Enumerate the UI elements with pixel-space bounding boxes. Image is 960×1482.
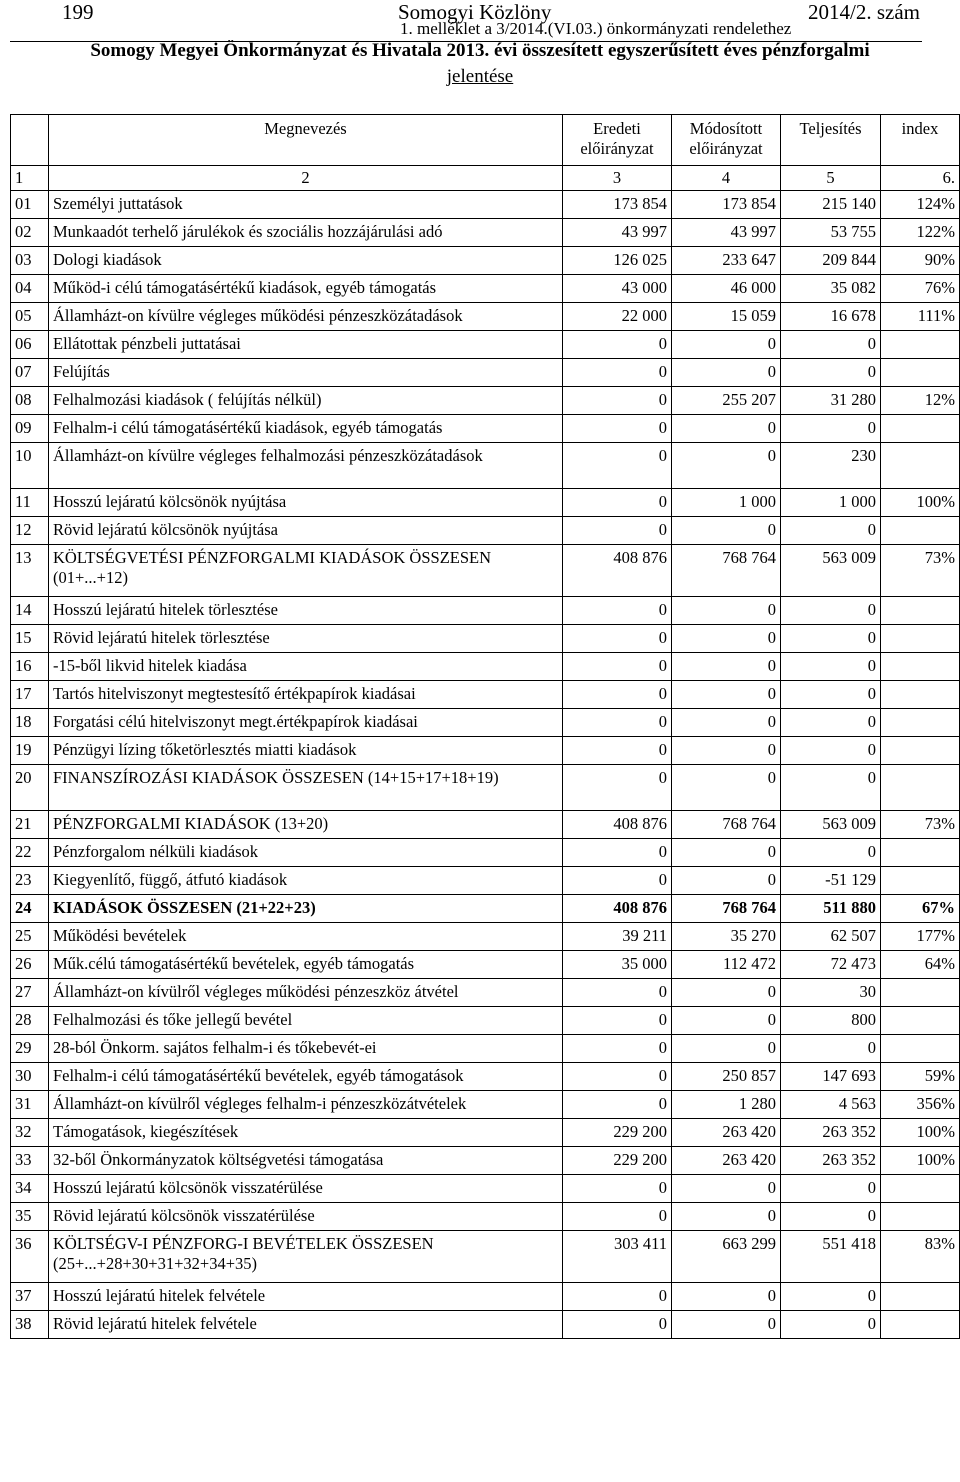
row-number: 21 bbox=[11, 811, 49, 839]
row-eredeti: 408 876 bbox=[563, 545, 672, 597]
row-eredeti: 0 bbox=[563, 1175, 672, 1203]
row-index bbox=[881, 1203, 960, 1231]
row-name: 28-ból Önkorm. sajátos felhalm-i és tőkebevét-ei bbox=[49, 1035, 563, 1063]
table-row bbox=[11, 387, 960, 415]
annex-reference: 1. melléklet a 3/2014.(VI.03.) önkormányzati rendelethez bbox=[400, 19, 792, 38]
row-index: 12% bbox=[881, 387, 960, 415]
row-teljesites: 230 bbox=[781, 443, 881, 489]
row-number: 22 bbox=[11, 839, 49, 867]
table-row bbox=[11, 303, 960, 331]
row-number: 12 bbox=[11, 517, 49, 545]
row-number: 36 bbox=[11, 1231, 49, 1283]
row-teljesites: 563 009 bbox=[781, 545, 881, 597]
row-name: Hosszú lejáratú kölcsönök visszatérülése bbox=[49, 1175, 563, 1203]
row-index bbox=[881, 709, 960, 737]
table-row bbox=[11, 653, 960, 681]
row-name: KÖLTSÉGVETÉSI PÉNZFORGALMI KIADÁSOK ÖSSZESEN (01+...+12) bbox=[49, 545, 563, 597]
row-name: FINANSZÍROZÁSI KIADÁSOK ÖSSZESEN (14+15+17+18+19) bbox=[49, 765, 563, 811]
row-number: 30 bbox=[11, 1063, 49, 1091]
page-number: 199 bbox=[62, 0, 94, 24]
row-modositott: 0 bbox=[672, 1035, 781, 1063]
row-name: Felhalm-i célú támogatásértékű bevételek, egyéb támogatások bbox=[49, 1063, 563, 1091]
row-teljesites: 215 140 bbox=[781, 191, 881, 219]
row-modositott: 663 299 bbox=[672, 1231, 781, 1283]
table-row bbox=[11, 681, 960, 709]
row-eredeti: 303 411 bbox=[563, 1231, 672, 1283]
row-number: 02 bbox=[11, 219, 49, 247]
row-name: Rövid lejáratú hitelek felvétele bbox=[49, 1311, 563, 1339]
row-teljesites: 0 bbox=[781, 653, 881, 681]
row-number: 19 bbox=[11, 737, 49, 765]
row-index: 73% bbox=[881, 811, 960, 839]
table-row bbox=[11, 359, 960, 387]
row-teljesites: 0 bbox=[781, 839, 881, 867]
row-index: 83% bbox=[881, 1231, 960, 1283]
col-number: 1 bbox=[11, 166, 49, 191]
column-number-row bbox=[11, 166, 960, 191]
row-number: 34 bbox=[11, 1175, 49, 1203]
row-eredeti: 229 200 bbox=[563, 1147, 672, 1175]
row-eredeti: 0 bbox=[563, 1063, 672, 1091]
table-row bbox=[11, 489, 960, 517]
row-eredeti: 0 bbox=[563, 681, 672, 709]
row-eredeti: 0 bbox=[563, 489, 672, 517]
report-title: Somogy Megyei Önkormányzat és Hivatala 2013. évi összesített egyszerűsített éves pénzforgalmi bbox=[90, 40, 870, 61]
row-name: Ellátottak pénzbeli juttatásai bbox=[49, 331, 563, 359]
row-name: Személyi juttatások bbox=[49, 191, 563, 219]
row-name: Támogatások, kiegészítések bbox=[49, 1119, 563, 1147]
row-index: 59% bbox=[881, 1063, 960, 1091]
row-index: 100% bbox=[881, 489, 960, 517]
table-row bbox=[11, 1007, 960, 1035]
row-teljesites: 511 880 bbox=[781, 895, 881, 923]
row-number: 14 bbox=[11, 597, 49, 625]
row-modositott: 255 207 bbox=[672, 387, 781, 415]
row-name: Államházt-on kívülre végleges működési pénzeszközátadások bbox=[49, 303, 563, 331]
row-name: PÉNZFORGALMI KIADÁSOK (13+20) bbox=[49, 811, 563, 839]
row-teljesites: 30 bbox=[781, 979, 881, 1007]
row-index bbox=[881, 839, 960, 867]
col-number: 2 bbox=[49, 166, 563, 191]
row-modositott: 173 854 bbox=[672, 191, 781, 219]
row-teljesites: 800 bbox=[781, 1007, 881, 1035]
row-teljesites: 62 507 bbox=[781, 923, 881, 951]
row-index: 76% bbox=[881, 275, 960, 303]
col-header-modositott: Módosított előirányzat bbox=[672, 115, 781, 166]
row-name: Pénzügyi lízing tőketörlesztés miatti kiadások bbox=[49, 737, 563, 765]
row-teljesites: 0 bbox=[781, 709, 881, 737]
table-row bbox=[11, 867, 960, 895]
row-name: Államházt-on kívülről végleges felhalm-i pénzeszközátvételek bbox=[49, 1091, 563, 1119]
row-name: Munkaadót terhelő járulékok és szociális hozzájárulási adó bbox=[49, 219, 563, 247]
table-row bbox=[11, 923, 960, 951]
row-index: 73% bbox=[881, 545, 960, 597]
table-row bbox=[11, 1175, 960, 1203]
row-number: 38 bbox=[11, 1311, 49, 1339]
row-number: 06 bbox=[11, 331, 49, 359]
row-index bbox=[881, 1007, 960, 1035]
row-eredeti: 0 bbox=[563, 387, 672, 415]
row-number: 18 bbox=[11, 709, 49, 737]
col-header-no bbox=[11, 115, 49, 166]
row-eredeti: 43 997 bbox=[563, 219, 672, 247]
col-header-eredeti: Eredeti előirányzat bbox=[563, 115, 672, 166]
row-eredeti: 0 bbox=[563, 443, 672, 489]
row-teljesites: 0 bbox=[781, 359, 881, 387]
table-row bbox=[11, 191, 960, 219]
row-index bbox=[881, 359, 960, 387]
row-index bbox=[881, 1175, 960, 1203]
row-modositott: 43 997 bbox=[672, 219, 781, 247]
row-eredeti: 126 025 bbox=[563, 247, 672, 275]
row-modositott: 0 bbox=[672, 681, 781, 709]
row-teljesites: 0 bbox=[781, 737, 881, 765]
row-number: 11 bbox=[11, 489, 49, 517]
row-index: 67% bbox=[881, 895, 960, 923]
row-eredeti: 0 bbox=[563, 867, 672, 895]
row-index bbox=[881, 653, 960, 681]
row-number: 15 bbox=[11, 625, 49, 653]
row-eredeti: 39 211 bbox=[563, 923, 672, 951]
row-teljesites: 0 bbox=[781, 517, 881, 545]
row-teljesites: 263 352 bbox=[781, 1147, 881, 1175]
row-name: Működési bevételek bbox=[49, 923, 563, 951]
issue-number: 2014/2. szám bbox=[808, 0, 920, 24]
row-eredeti: 408 876 bbox=[563, 895, 672, 923]
row-modositott: 0 bbox=[672, 1175, 781, 1203]
col-number: 5 bbox=[781, 166, 881, 191]
row-eredeti: 0 bbox=[563, 1035, 672, 1063]
row-teljesites: 1 000 bbox=[781, 489, 881, 517]
row-eredeti: 0 bbox=[563, 517, 672, 545]
row-number: 27 bbox=[11, 979, 49, 1007]
row-number: 33 bbox=[11, 1147, 49, 1175]
row-number: 35 bbox=[11, 1203, 49, 1231]
col-header-name: Megnevezés bbox=[49, 115, 563, 166]
row-teljesites: 0 bbox=[781, 415, 881, 443]
row-eredeti: 0 bbox=[563, 1007, 672, 1035]
row-modositott: 768 764 bbox=[672, 545, 781, 597]
row-number: 09 bbox=[11, 415, 49, 443]
row-name: Felhalmozási kiadások ( felújítás nélkül) bbox=[49, 387, 563, 415]
table-row bbox=[11, 811, 960, 839]
col-header-teljesites: Teljesítés bbox=[781, 115, 881, 166]
row-teljesites: 263 352 bbox=[781, 1119, 881, 1147]
row-index: 64% bbox=[881, 951, 960, 979]
row-eredeti: 0 bbox=[563, 625, 672, 653]
row-teljesites: 147 693 bbox=[781, 1063, 881, 1091]
row-number: 20 bbox=[11, 765, 49, 811]
table-row bbox=[11, 1311, 960, 1339]
row-number: 37 bbox=[11, 1283, 49, 1311]
row-modositott: 0 bbox=[672, 979, 781, 1007]
row-index: 100% bbox=[881, 1147, 960, 1175]
row-modositott: 0 bbox=[672, 443, 781, 489]
row-modositott: 35 270 bbox=[672, 923, 781, 951]
row-number: 05 bbox=[11, 303, 49, 331]
row-eredeti: 0 bbox=[563, 597, 672, 625]
row-teljesites: 0 bbox=[781, 1203, 881, 1231]
row-eredeti: 0 bbox=[563, 979, 672, 1007]
table-row bbox=[11, 1203, 960, 1231]
col-header-index: index bbox=[881, 115, 960, 166]
row-eredeti: 0 bbox=[563, 1091, 672, 1119]
row-name: Kiegyenlítő, függő, átfutó kiadások bbox=[49, 867, 563, 895]
row-name: Pénzforgalom nélküli kiadások bbox=[49, 839, 563, 867]
row-number: 07 bbox=[11, 359, 49, 387]
row-teljesites: 0 bbox=[781, 1035, 881, 1063]
row-number: 17 bbox=[11, 681, 49, 709]
row-index: 122% bbox=[881, 219, 960, 247]
row-number: 31 bbox=[11, 1091, 49, 1119]
table-row bbox=[11, 625, 960, 653]
table-row bbox=[11, 1119, 960, 1147]
table-row bbox=[11, 517, 960, 545]
col-number: 3 bbox=[563, 166, 672, 191]
table-row bbox=[11, 1035, 960, 1063]
row-name: Műk.célú támogatásértékű bevételek, egyéb támogatás bbox=[49, 951, 563, 979]
row-teljesites: 0 bbox=[781, 625, 881, 653]
row-index: 356% bbox=[881, 1091, 960, 1119]
row-teljesites: 16 678 bbox=[781, 303, 881, 331]
row-modositott: 768 764 bbox=[672, 811, 781, 839]
row-eredeti: 0 bbox=[563, 709, 672, 737]
col-number: 4 bbox=[672, 166, 781, 191]
row-teljesites: 0 bbox=[781, 1283, 881, 1311]
page-header bbox=[0, 0, 960, 92]
row-teljesites: 35 082 bbox=[781, 275, 881, 303]
table-header-row bbox=[11, 115, 960, 166]
row-eredeti: 0 bbox=[563, 415, 672, 443]
row-name: Működ-i célú támogatásértékű kiadások, egyéb támogatás bbox=[49, 275, 563, 303]
row-eredeti: 43 000 bbox=[563, 275, 672, 303]
table-row bbox=[11, 1283, 960, 1311]
row-name: Hosszú lejáratú kölcsönök nyújtása bbox=[49, 489, 563, 517]
row-modositott: 0 bbox=[672, 1203, 781, 1231]
row-name: Tartós hitelviszonyt megtestesítő értékpapírok kiadásai bbox=[49, 681, 563, 709]
row-teljesites: 563 009 bbox=[781, 811, 881, 839]
row-modositott: 0 bbox=[672, 1283, 781, 1311]
row-modositott: 0 bbox=[672, 839, 781, 867]
table-row bbox=[11, 1091, 960, 1119]
row-name: Hosszú lejáratú hitelek felvétele bbox=[49, 1283, 563, 1311]
row-modositott: 0 bbox=[672, 517, 781, 545]
row-index: 90% bbox=[881, 247, 960, 275]
row-teljesites: -51 129 bbox=[781, 867, 881, 895]
row-modositott: 0 bbox=[672, 415, 781, 443]
row-teljesites: 53 755 bbox=[781, 219, 881, 247]
row-name: Forgatási célú hitelviszonyt megt.értékpapírok kiadásai bbox=[49, 709, 563, 737]
row-modositott: 263 420 bbox=[672, 1119, 781, 1147]
report-title-continued: jelentése bbox=[446, 66, 514, 87]
row-name: Dologi kiadások bbox=[49, 247, 563, 275]
table-row bbox=[11, 1063, 960, 1091]
row-index: 100% bbox=[881, 1119, 960, 1147]
row-modositott: 0 bbox=[672, 737, 781, 765]
table-row bbox=[11, 247, 960, 275]
row-modositott: 768 764 bbox=[672, 895, 781, 923]
row-teljesites: 0 bbox=[781, 1311, 881, 1339]
row-teljesites: 0 bbox=[781, 681, 881, 709]
table-row bbox=[11, 443, 960, 489]
row-modositott: 0 bbox=[672, 1311, 781, 1339]
row-eredeti: 35 000 bbox=[563, 951, 672, 979]
row-number: 13 bbox=[11, 545, 49, 597]
row-name: Rövid lejáratú kölcsönök nyújtása bbox=[49, 517, 563, 545]
row-eredeti: 0 bbox=[563, 765, 672, 811]
row-index bbox=[881, 1311, 960, 1339]
row-index bbox=[881, 737, 960, 765]
row-eredeti: 0 bbox=[563, 1311, 672, 1339]
table-row bbox=[11, 765, 960, 811]
row-index: 111% bbox=[881, 303, 960, 331]
row-name: Rövid lejáratú hitelek törlesztése bbox=[49, 625, 563, 653]
table-row bbox=[11, 839, 960, 867]
row-index bbox=[881, 597, 960, 625]
row-modositott: 0 bbox=[672, 597, 781, 625]
row-modositott: 112 472 bbox=[672, 951, 781, 979]
row-index bbox=[881, 517, 960, 545]
table-row bbox=[11, 597, 960, 625]
row-number: 28 bbox=[11, 1007, 49, 1035]
row-index bbox=[881, 979, 960, 1007]
row-eredeti: 229 200 bbox=[563, 1119, 672, 1147]
row-teljesites: 209 844 bbox=[781, 247, 881, 275]
row-number: 25 bbox=[11, 923, 49, 951]
row-eredeti: 0 bbox=[563, 1203, 672, 1231]
row-name: Hosszú lejáratú hitelek törlesztése bbox=[49, 597, 563, 625]
table-row bbox=[11, 415, 960, 443]
table-row bbox=[11, 1147, 960, 1175]
row-number: 03 bbox=[11, 247, 49, 275]
row-teljesites: 551 418 bbox=[781, 1231, 881, 1283]
journal-name: Somogyi Közlöny bbox=[398, 0, 552, 24]
table-row bbox=[11, 275, 960, 303]
row-teljesites: 4 563 bbox=[781, 1091, 881, 1119]
row-index bbox=[881, 415, 960, 443]
row-teljesites: 72 473 bbox=[781, 951, 881, 979]
row-name: Felújítás bbox=[49, 359, 563, 387]
row-modositott: 1 280 bbox=[672, 1091, 781, 1119]
row-modositott: 15 059 bbox=[672, 303, 781, 331]
row-modositott: 1 000 bbox=[672, 489, 781, 517]
row-name: Államházt-on kívülről végleges működési pénzeszköz átvétel bbox=[49, 979, 563, 1007]
row-number: 01 bbox=[11, 191, 49, 219]
row-name: 32-ből Önkormányzatok költségvetési támogatása bbox=[49, 1147, 563, 1175]
row-eredeti: 0 bbox=[563, 1283, 672, 1311]
row-modositott: 233 647 bbox=[672, 247, 781, 275]
row-index: 124% bbox=[881, 191, 960, 219]
cashflow-table bbox=[10, 114, 960, 1339]
table-row bbox=[11, 737, 960, 765]
row-modositott: 0 bbox=[672, 1007, 781, 1035]
table-row bbox=[11, 979, 960, 1007]
row-modositott: 0 bbox=[672, 331, 781, 359]
row-modositott: 0 bbox=[672, 867, 781, 895]
table-row bbox=[11, 545, 960, 597]
row-name: Felhalmozási és tőke jellegű bevétel bbox=[49, 1007, 563, 1035]
row-index bbox=[881, 331, 960, 359]
row-eredeti: 0 bbox=[563, 839, 672, 867]
row-number: 08 bbox=[11, 387, 49, 415]
row-teljesites: 31 280 bbox=[781, 387, 881, 415]
row-modositott: 0 bbox=[672, 359, 781, 387]
row-number: 10 bbox=[11, 443, 49, 489]
row-modositott: 46 000 bbox=[672, 275, 781, 303]
row-modositott: 0 bbox=[672, 709, 781, 737]
row-teljesites: 0 bbox=[781, 331, 881, 359]
row-index bbox=[881, 1035, 960, 1063]
row-index: 177% bbox=[881, 923, 960, 951]
row-index bbox=[881, 681, 960, 709]
row-index bbox=[881, 443, 960, 489]
row-number: 23 bbox=[11, 867, 49, 895]
row-teljesites: 0 bbox=[781, 765, 881, 811]
row-index bbox=[881, 867, 960, 895]
row-modositott: 0 bbox=[672, 653, 781, 681]
row-index bbox=[881, 625, 960, 653]
row-index bbox=[881, 1283, 960, 1311]
row-modositott: 0 bbox=[672, 765, 781, 811]
row-modositott: 263 420 bbox=[672, 1147, 781, 1175]
table-row bbox=[11, 219, 960, 247]
row-number: 16 bbox=[11, 653, 49, 681]
row-name: Államházt-on kívülre végleges felhalmozási pénzeszközátadások bbox=[49, 443, 563, 489]
row-eredeti: 22 000 bbox=[563, 303, 672, 331]
row-index bbox=[881, 765, 960, 811]
row-name: Rövid lejáratú kölcsönök visszatérülése bbox=[49, 1203, 563, 1231]
table-row bbox=[11, 895, 960, 923]
row-eredeti: 0 bbox=[563, 359, 672, 387]
row-modositott: 0 bbox=[672, 625, 781, 653]
table-body bbox=[11, 191, 960, 1339]
row-name: KIADÁSOK ÖSSZESEN (21+22+23) bbox=[49, 895, 563, 923]
row-eredeti: 173 854 bbox=[563, 191, 672, 219]
row-name: Felhalm-i célú támogatásértékű kiadások, egyéb támogatás bbox=[49, 415, 563, 443]
row-teljesites: 0 bbox=[781, 1175, 881, 1203]
row-number: 32 bbox=[11, 1119, 49, 1147]
row-name: -15-ből likvid hitelek kiadása bbox=[49, 653, 563, 681]
row-eredeti: 0 bbox=[563, 331, 672, 359]
row-eredeti: 0 bbox=[563, 653, 672, 681]
row-modositott: 250 857 bbox=[672, 1063, 781, 1091]
row-name: KÖLTSÉGV-I PÉNZFORG-I BEVÉTELEK ÖSSZESEN (25+...+28+30+31+32+34+35) bbox=[49, 1231, 563, 1283]
row-eredeti: 408 876 bbox=[563, 811, 672, 839]
table-row bbox=[11, 709, 960, 737]
row-teljesites: 0 bbox=[781, 597, 881, 625]
table-row bbox=[11, 951, 960, 979]
row-number: 24 bbox=[11, 895, 49, 923]
table-row bbox=[11, 1231, 960, 1283]
row-number: 04 bbox=[11, 275, 49, 303]
row-number: 29 bbox=[11, 1035, 49, 1063]
row-number: 26 bbox=[11, 951, 49, 979]
table-row bbox=[11, 331, 960, 359]
row-eredeti: 0 bbox=[563, 737, 672, 765]
col-number: 6. bbox=[881, 166, 960, 191]
